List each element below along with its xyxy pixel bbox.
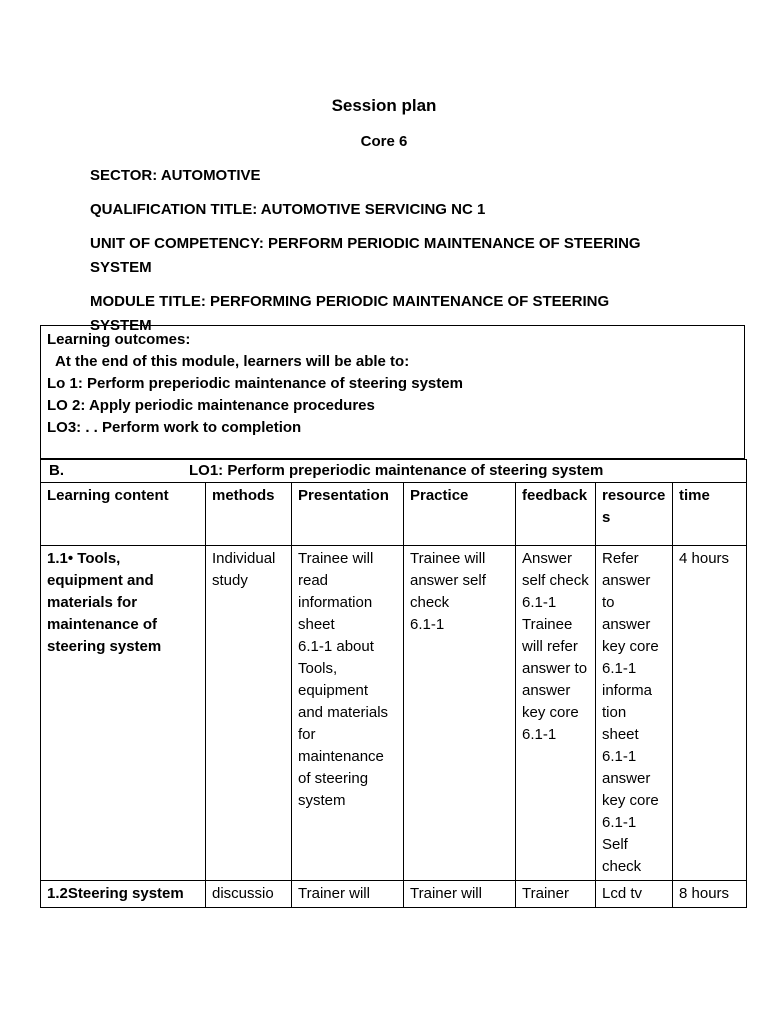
learning-content-cell: 1.2Steering system (41, 881, 206, 908)
learning-outcome-item: LO3: . . Perform work to completion (47, 419, 302, 436)
practice-cell: Trainee will answer self check 6.1-1 (404, 546, 516, 881)
table-row (41, 546, 747, 881)
presentation-cell: Trainee will read information sheet 6.1-1 about Tools, equipment and materials for maintenance of steering system (292, 546, 404, 881)
section-label: B. (49, 462, 64, 479)
section-title: LO1: Perform preperiodic maintenance of steering system (189, 462, 604, 479)
page-subtitle: Core 6 (360, 133, 408, 150)
resources-cell: Lcd tv (596, 881, 673, 908)
presentation-cell: Trainer will (292, 881, 404, 908)
learning-outcome-item: Lo 1: Perform preperiodic maintenance of steering system (47, 375, 463, 392)
column-header: Presentation (292, 483, 404, 546)
learning-content-cell: 1.1• Tools, equipment and materials for maintenance of steering system (41, 546, 206, 881)
section-row (41, 460, 747, 483)
methods-cell: discussio (206, 881, 292, 908)
learning-outcomes-box (40, 325, 745, 459)
module-title-line: MODULE TITLE: PERFORMING PERIODIC MAINTENANCE OF STEERING SYSTEM (90, 293, 610, 334)
learning-outcomes-heading: Learning outcomes: (47, 331, 191, 348)
time-cell: 4 hours (673, 546, 747, 881)
unit-of-competency-line: UNIT OF COMPETENCY: PERFORM PERIODIC MAINTENANCE OF STEERING SYSTEM (90, 235, 641, 276)
column-header: Learning content (41, 483, 206, 546)
column-header: methods (206, 483, 292, 546)
table-header-row (41, 483, 747, 546)
session-plan-table (40, 459, 747, 908)
resources-cell: Refer answer to answer key core 6.1-1 informa tion sheet 6.1-1 answer key core 6.1-1 Self check (596, 546, 673, 881)
table-row (41, 881, 747, 908)
qualification-line: QUALIFICATION TITLE: AUTOMOTIVE SERVICING NC 1 (90, 201, 486, 218)
page-title: Session plan (331, 96, 437, 115)
column-header: resource s (596, 483, 673, 546)
learning-outcome-item: LO 2: Apply periodic maintenance procedures (47, 397, 375, 414)
column-header: time (673, 483, 747, 546)
time-cell: 8 hours (673, 881, 747, 908)
methods-cell: Individual study (206, 546, 292, 881)
feedback-cell: Answer self check 6.1-1 Trainee will refer answer to answer key core 6.1-1 (516, 546, 596, 881)
feedback-cell: Trainer (516, 881, 596, 908)
column-header: feedback (516, 483, 596, 546)
sector-line: SECTOR: AUTOMOTIVE (90, 167, 261, 184)
learning-outcomes-intro: At the end of this module, learners will be able to: (55, 353, 410, 370)
column-header: Practice (404, 483, 516, 546)
practice-cell: Trainer will (404, 881, 516, 908)
